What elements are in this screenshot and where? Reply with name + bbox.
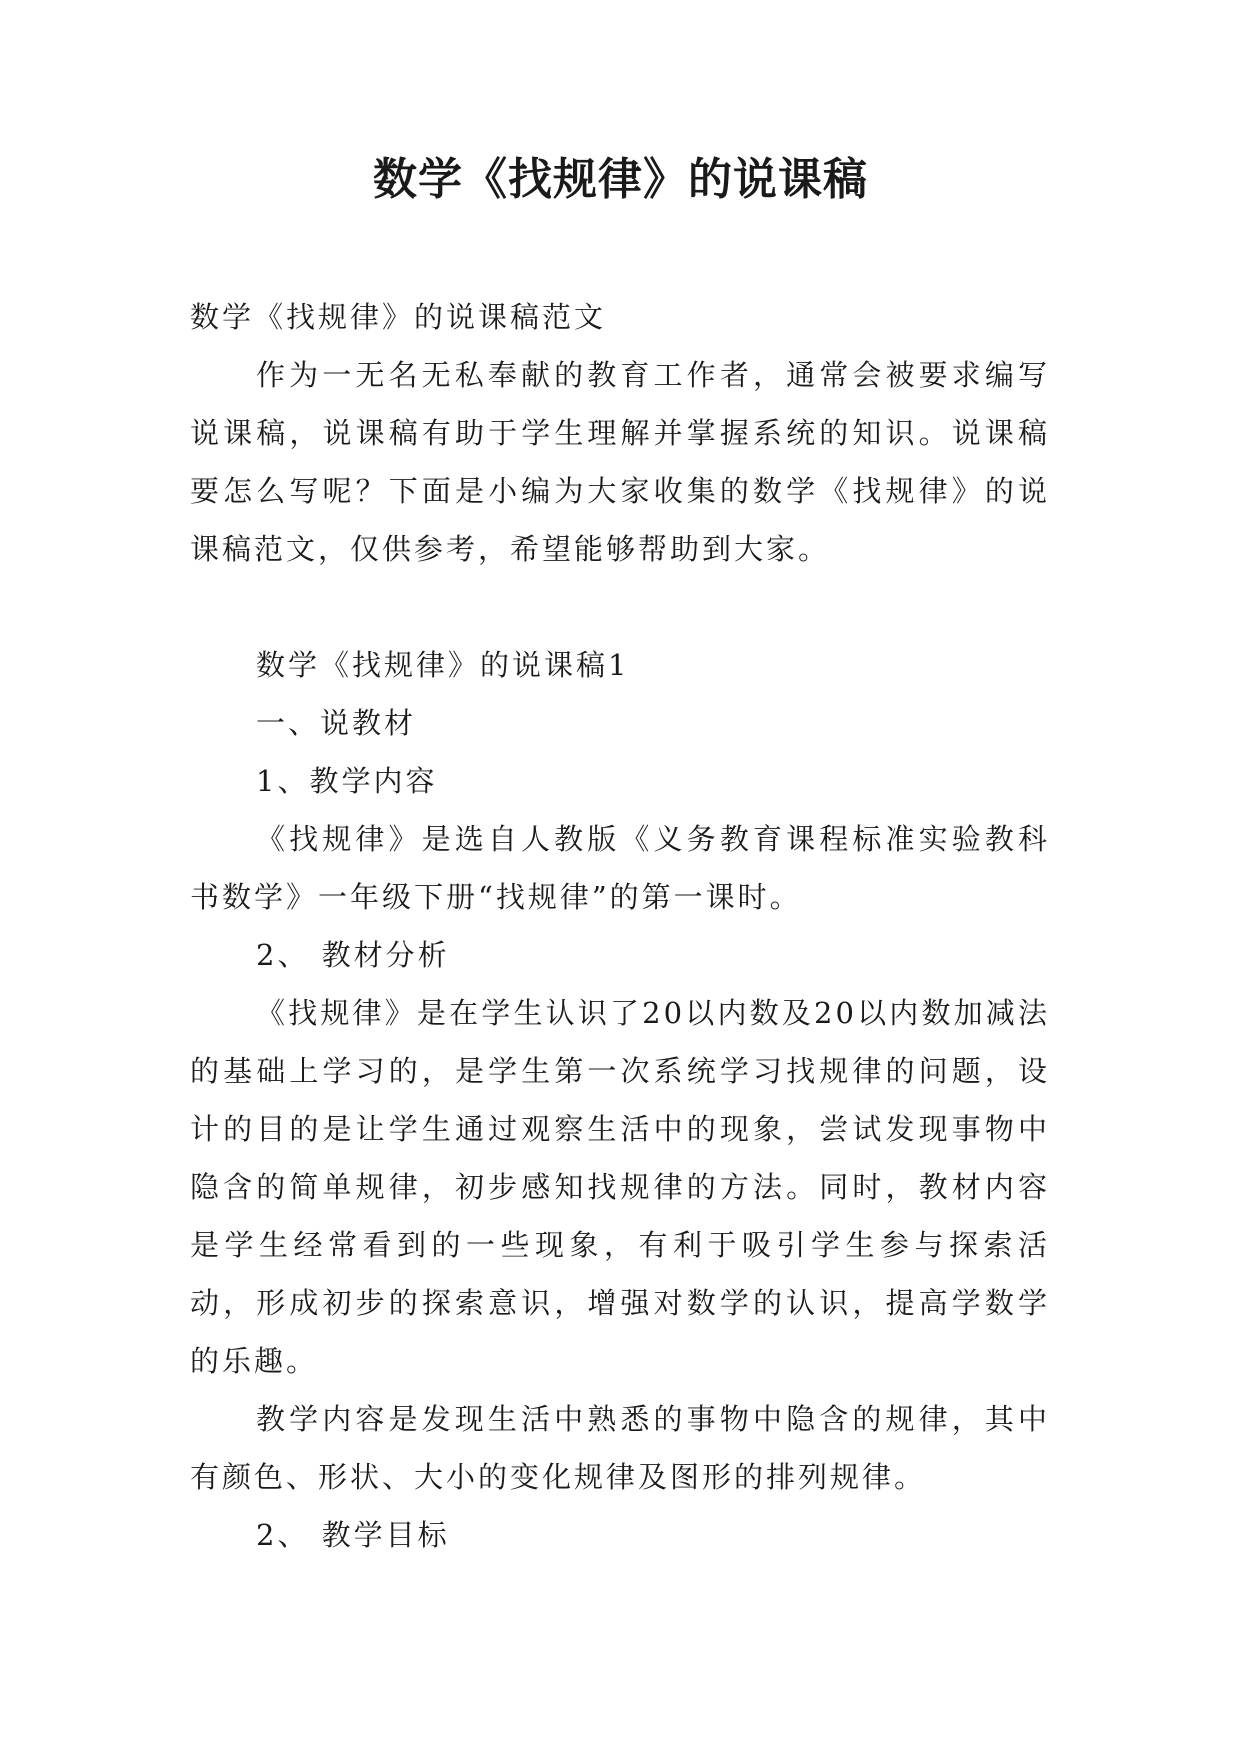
paragraph: 数学《找规律》的说课稿范文 (190, 300, 607, 334)
paragraph: 1、教学内容 (256, 764, 438, 798)
paragraph: 2、 教材分析 (256, 938, 450, 972)
paragraph: 一、说教材 (256, 706, 417, 740)
document-title: 数学《找规律》的说课稿 (373, 154, 868, 205)
paragraph-spacer (190, 578, 1050, 636)
paragraph: 2、 教学目标 (256, 1518, 450, 1552)
paragraph: 教学内容是发现生活中熟悉的事物中隐含的规律，其中有颜色、形状、大小的变化规律及图形的排列规律。 (190, 1402, 1050, 1494)
paragraph: 数学《找规律》的说课稿1 (256, 648, 630, 682)
paragraph: 《找规律》是选自人教版《义务教育课程标准实验教科书数学》一年级下册“找规律”的第一课时。 (190, 822, 1050, 914)
paragraph: 《找规律》是在学生认识了20以内数及20以内数加减法的基础上学习的，是学生第一次系统学习找规律的问题，设计的目的是让学生通过观察生活中的现象，尝试发现事物中隐含的简单规律，初步感知找规律的方法。同时，教材内容是学生经常看到的一些现象，有利于吸引学生参与探索活动，形成初步的探索意识，增强对数学的认识，提高学数学的乐趣。 (190, 996, 1050, 1378)
paragraph: 作为一无名无私奉献的教育工作者，通常会被要求编写说课稿，说课稿有助于学生理解并掌握系统的知识。说课稿要怎么写呢？下面是小编为大家收集的数学《找规律》的说课稿范文，仅供参考，希望能够帮助到大家。 (190, 358, 1050, 566)
document-body (190, 288, 1050, 1564)
